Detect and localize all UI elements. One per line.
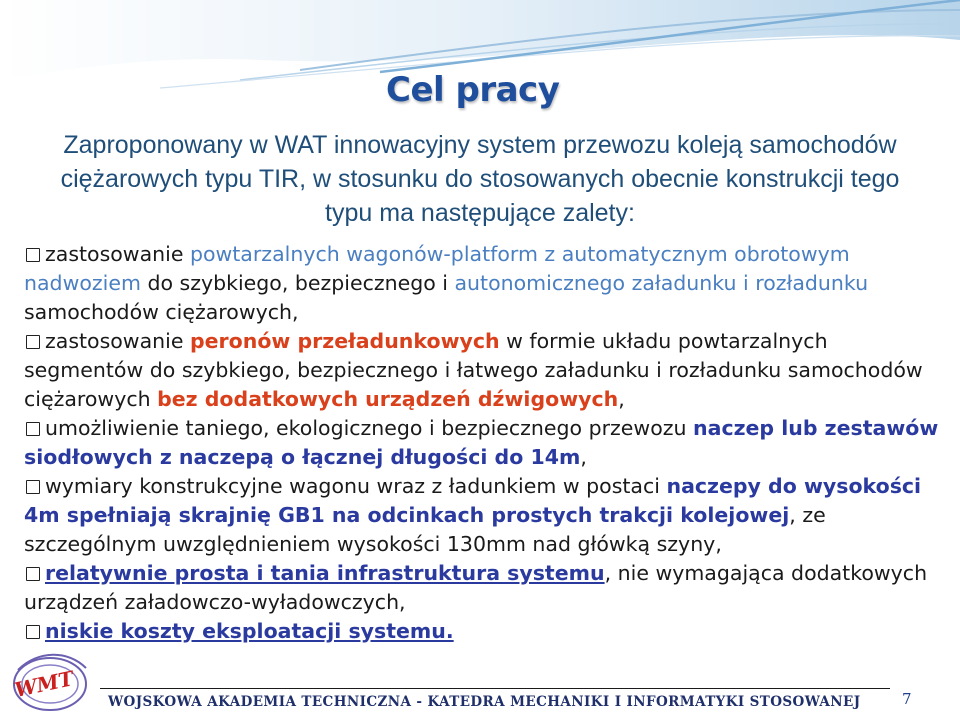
checkbox-bullet-icon <box>26 248 40 262</box>
benefit-text: załadunku i rozładunku <box>631 271 869 295</box>
page-title: Cel pracy <box>386 70 560 110</box>
benefit-text: naczep lub zestawów siodłowych z naczepą o łącznej długości do 14m <box>24 416 939 469</box>
checkbox-bullet-icon <box>26 567 40 581</box>
benefit-text: , <box>580 445 587 469</box>
benefit-item <box>24 617 944 646</box>
benefit-text: niskie koszty eksploatacji systemu. <box>45 619 454 643</box>
checkbox-bullet-icon <box>26 625 40 639</box>
checkbox-bullet-icon <box>26 335 40 349</box>
benefit-text: naczepy do wysokości 4m spełniają skrajnię GB1 na odcinkach prostych trakcji kolejowej <box>24 474 922 527</box>
benefit-text: , ze szczególnym uwzględnieniem wysokości 130mm nad główką szyny, <box>24 503 826 556</box>
intro-paragraph: Zaproponowany w WAT innowacyjny system przewozu koleją samochodów ciężarowych typu TIR, w stosunku do stosowanych obecnie konstrukcji tego typu ma następujące zalety: <box>60 131 900 227</box>
benefit-text: powtarzalnych wagonów-platform z automatycznym obrotowym <box>189 242 850 266</box>
benefit-text: relatywnie prosta i tania infrastruktura systemu <box>45 561 605 585</box>
benefit-item <box>24 327 944 414</box>
benefit-item <box>24 559 944 617</box>
checkbox-bullet-icon <box>26 480 40 494</box>
benefit-text: do szybkiego, bezpiecznego i <box>140 271 455 295</box>
footer-institution: WOJSKOWA AKADEMIA TECHNICZNA - KATEDRA MECHANIKI I INFORMATYKI STOSOWANEJ <box>108 694 861 710</box>
benefit-text: nadwoziem <box>24 271 141 295</box>
benefit-text: zastosowanie <box>45 242 190 266</box>
benefit-item <box>24 472 944 559</box>
benefits-list <box>24 240 944 646</box>
benefit-text: autonomicznego <box>454 271 626 295</box>
benefit-text: wymiary konstrukcyjne wagonu wraz z ładunkiem w postaci <box>45 474 667 498</box>
benefit-text: bez dodatkowych urządzeń dźwigowych <box>157 387 619 411</box>
benefit-text: , <box>618 387 625 411</box>
benefit-text: w formie układu powtarzalnych segmentów do szybkiego, bezpiecznego i łatwego załadunku i rozładunku samochodów ciężarowych <box>24 329 923 411</box>
benefit-text: samochodów ciężarowych, <box>24 300 299 324</box>
benefit-text: umożliwienie taniego, ekologicznego i bezpiecznego przewozu <box>45 416 694 440</box>
benefit-item <box>24 414 944 472</box>
footer-divider <box>100 688 890 689</box>
benefit-text: zastosowanie <box>45 329 190 353</box>
benefit-item <box>24 240 944 327</box>
logo-lettering: WMT <box>12 666 76 703</box>
benefit-text: , nie wymagająca dodatkowych urządzeń załadowczo-wyładowczych, <box>24 561 928 614</box>
checkbox-bullet-icon <box>26 422 40 436</box>
benefit-text: peronów przeładunkowych <box>189 329 500 353</box>
page-number: 7 <box>902 690 912 708</box>
